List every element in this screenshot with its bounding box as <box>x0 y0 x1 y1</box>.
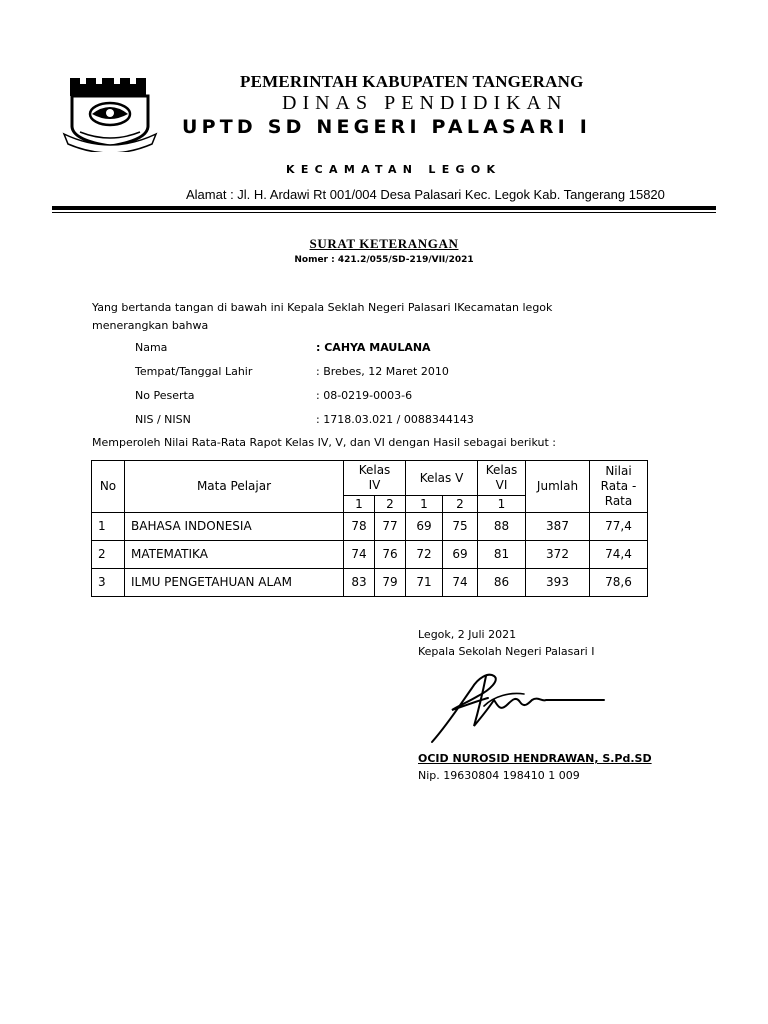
header-sem-v-1: 1 <box>406 496 443 513</box>
cell-no: 3 <box>92 569 125 597</box>
cell-iv-2: 77 <box>375 513 406 541</box>
signature-role: Kepala Sekolah Negeri Palasari I <box>418 645 595 658</box>
letterhead-government: PEMERINTAH KABUPATEN TANGERANG <box>240 72 584 91</box>
header-sem-iv-2: 2 <box>375 496 406 513</box>
cell-average: 74,4 <box>590 541 648 569</box>
grades-lead-text: Memperoleh Nilai Rata-Rata Rapot Kelas IV, V, dan VI dengan Hasil sebagai berikut : <box>92 436 556 449</box>
header-average-line3: Rata <box>604 494 633 508</box>
header-average <box>590 461 648 513</box>
cell-v-1: 69 <box>406 513 443 541</box>
signature-place-date: Legok, 2 Juli 2021 <box>418 628 517 641</box>
header-sem-vi-1: 1 <box>478 496 526 513</box>
document-title: SURAT KETERANGAN <box>309 236 459 251</box>
cell-subject: BAHASA INDONESIA <box>125 513 344 541</box>
header-kelas-iv <box>344 461 406 496</box>
field-value-birth: : Brebes, 12 Maret 2010 <box>316 365 449 378</box>
cell-v-2: 69 <box>443 541 478 569</box>
cell-subject: ILMU PENGETAHUAN ALAM <box>125 569 344 597</box>
field-label-birth: Tempat/Tanggal Lahir <box>135 365 253 378</box>
header-kelas-iv-line2: IV <box>368 478 381 492</box>
cell-vi-1: 88 <box>478 513 526 541</box>
cell-vi-1: 81 <box>478 541 526 569</box>
header-total: Jumlah <box>526 461 590 513</box>
field-label-nis: NIS / NISN <box>135 413 191 426</box>
cell-average: 77,4 <box>590 513 648 541</box>
cell-total: 393 <box>526 569 590 597</box>
intro-paragraph: Yang bertanda tangan di bawah ini Kepala Seklah Negeri Palasari IKecamatan legok menerangkan bahwa <box>92 301 553 332</box>
cell-iv-2: 76 <box>375 541 406 569</box>
field-value-nama: : CAHYA MAULANA <box>316 341 431 354</box>
cell-v-2: 75 <box>443 513 478 541</box>
cell-subject: MATEMATIKA <box>125 541 344 569</box>
cell-iv-1: 78 <box>344 513 375 541</box>
header-subject: Mata Pelajar <box>125 461 344 513</box>
letterhead-address: Alamat : Jl. H. Ardawi Rt 001/004 Desa Palasari Kec. Legok Kab. Tangerang 15820 <box>186 187 665 202</box>
header-kelas-vi-line2: VI <box>495 478 508 492</box>
cell-average: 78,6 <box>590 569 648 597</box>
cell-iv-2: 79 <box>375 569 406 597</box>
letterhead-district: KECAMATAN LEGOK <box>286 163 502 176</box>
cell-no: 1 <box>92 513 125 541</box>
header-sem-iv-1: 1 <box>344 496 375 513</box>
header-average-line1: Nilai <box>605 464 632 478</box>
cell-total: 387 <box>526 513 590 541</box>
signature-icon <box>428 666 608 746</box>
cell-v-1: 71 <box>406 569 443 597</box>
cell-vi-1: 86 <box>478 569 526 597</box>
header-kelas-iv-line1: Kelas <box>358 463 391 477</box>
document-number: Nomer : 421.2/055/SD-219/VII/2021 <box>294 255 474 265</box>
cell-v-2: 74 <box>443 569 478 597</box>
header-no: No <box>92 461 125 513</box>
cell-total: 372 <box>526 541 590 569</box>
table-row <box>92 513 648 541</box>
cell-iv-1: 83 <box>344 569 375 597</box>
header-kelas-vi <box>478 461 526 496</box>
signatory-name: OCID NUROSID HENDRAWAN, S.Pd.SD <box>418 752 652 765</box>
regency-crest-logo <box>62 74 158 152</box>
cell-v-1: 72 <box>406 541 443 569</box>
table-row <box>92 569 648 597</box>
letterhead-divider <box>52 206 716 210</box>
header-average-line2: Rata - <box>600 479 637 493</box>
letterhead-divider-thin <box>52 212 716 213</box>
table-row <box>92 541 648 569</box>
letterhead-school: UPTD SD NEGERI PALASARI I <box>182 116 592 138</box>
header-sem-v-2: 2 <box>443 496 478 513</box>
field-value-nis: : 1718.03.021 / 0088344143 <box>316 413 474 426</box>
cell-no: 2 <box>92 541 125 569</box>
header-kelas-vi-line1: Kelas <box>485 463 518 477</box>
header-kelas-v: Kelas V <box>406 461 478 496</box>
cell-iv-1: 74 <box>344 541 375 569</box>
signatory-nip: Nip. 19630804 198410 1 009 <box>418 769 580 782</box>
field-label-nama: Nama <box>135 341 168 354</box>
grades-table <box>91 460 648 597</box>
field-label-participant-no: No Peserta <box>135 389 195 402</box>
field-value-participant-no: : 08-0219-0003-6 <box>316 389 413 402</box>
letterhead-department: DINAS PENDIDIKAN <box>282 92 568 114</box>
